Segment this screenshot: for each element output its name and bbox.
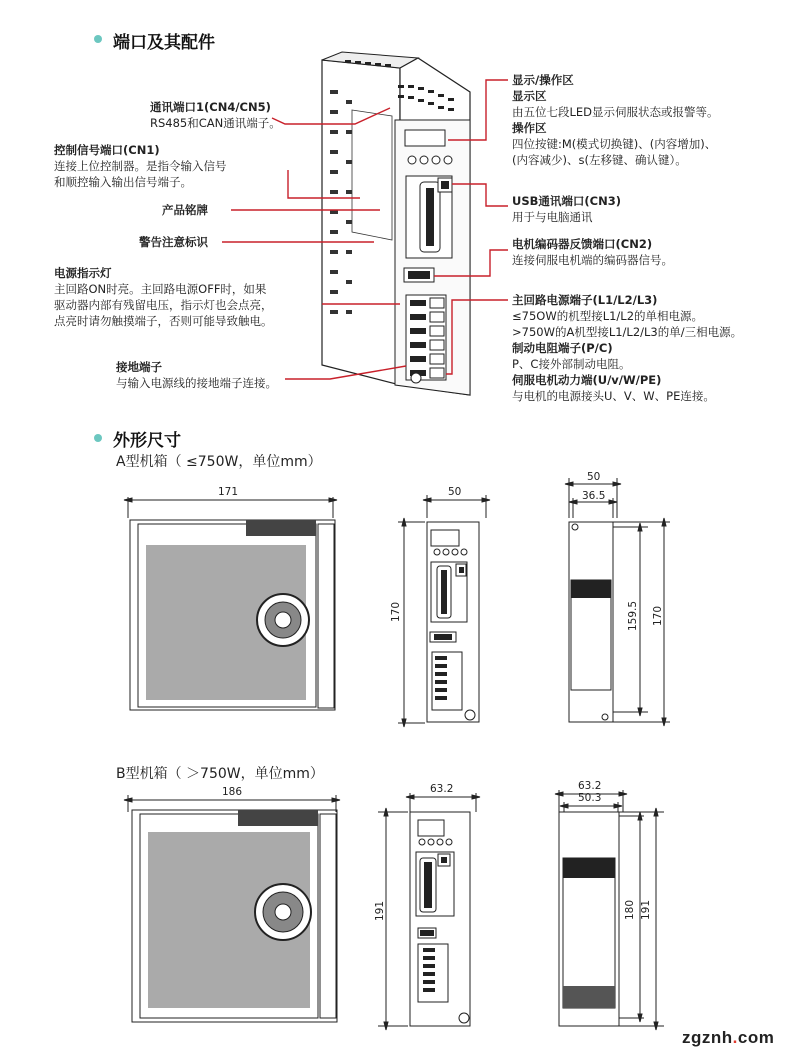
- motor-desc: 与电机的电源接头U、V、W、PE连接。: [512, 389, 715, 403]
- watermark-dot: .: [732, 1028, 738, 1047]
- control-port-desc-1: 连接上位控制器。是指令输入信号: [54, 159, 227, 173]
- control-port-title: 控制信号端口(CN1): [54, 143, 160, 157]
- case-a-front-height: 170: [390, 601, 403, 623]
- case-b-back-height: 191: [640, 899, 653, 921]
- usb-title: USB通讯端口(CN3): [512, 194, 621, 208]
- watermark-prefix: zgznh: [682, 1028, 733, 1047]
- op-desc-1: 四位按键:M(模式切换键)、(内容增加)、: [512, 137, 717, 151]
- dims-section-title: 外形尺寸: [113, 431, 181, 451]
- warning-title: 警告注意标识: [139, 235, 208, 249]
- case-a-back-inner-height: 159.5: [627, 600, 640, 632]
- case-a-back-inner-width: 36.5: [582, 490, 606, 502]
- ground-title: 接地端子: [116, 360, 162, 374]
- encoder-desc: 连接伺服电机端的编码器信号。: [512, 253, 673, 267]
- main-title: 主回路电源端子(L1/L2/L3): [512, 293, 658, 307]
- case-b-back-inner-width: 50.3: [578, 792, 602, 804]
- case-b-side-width: 186: [222, 786, 243, 798]
- encoder-title: 电机编码器反馈端口(CN2): [512, 237, 653, 251]
- case-a-side-width: 171: [218, 486, 239, 498]
- ground-desc: 与输入电源线的接地端子连接。: [116, 376, 277, 390]
- case-b-caption: B型机箱（ ＞750W，单位mm）: [116, 766, 324, 782]
- watermark-suffix: com: [737, 1028, 775, 1047]
- control-port-desc-2: 和顺控输入输出信号端子。: [54, 175, 192, 189]
- case-b-back-inner-height: 180: [624, 899, 637, 921]
- case-b-front-height: 191: [374, 900, 387, 922]
- case-b-front-width: 63.2: [430, 783, 454, 795]
- case-b-back-width: 63.2: [578, 780, 602, 792]
- comm-port-desc: RS485和CAN通讯端子。: [150, 116, 281, 130]
- op-title: 操作区: [512, 121, 547, 135]
- case-a-back-width: 50: [587, 471, 601, 483]
- power-indicator-title: 电源指示灯: [54, 266, 112, 280]
- comm-port-title: 通讯端口1(CN4/CN5): [150, 100, 271, 114]
- power-desc-1: 主回路ON时亮。主回路电源OFF时，如果: [54, 282, 267, 296]
- motor-title: 伺服电机动力端(U/v/W/PE): [512, 373, 662, 387]
- case-a-back-height: 170: [652, 605, 665, 627]
- power-desc-2: 驱动器内部有残留电压，指示灯也会点亮，: [54, 298, 273, 312]
- disp-title: 显示区: [512, 89, 547, 103]
- case-a-front-width: 50: [448, 486, 462, 498]
- main-desc-2: >750W的A机型接L1/L2/L3的单/三相电源。: [512, 325, 743, 339]
- watermark: [682, 1028, 774, 1048]
- case-a-caption: A型机箱（ ≤750W，单位mm）: [116, 454, 322, 470]
- brake-title: 制动电阻端子(P/C): [512, 341, 613, 355]
- ports-section-title: 端口及其配件: [113, 33, 215, 53]
- power-desc-3: 点亮时请勿触摸端子，否则可能导致触电。: [54, 314, 273, 328]
- brake-desc: P、C接外部制动电阻。: [512, 357, 631, 371]
- main-desc-1: ≤75OW的机型接L1/L2的单相电源。: [512, 309, 704, 323]
- nameplate-title: 产品铭牌: [162, 203, 208, 217]
- disp-desc: 由五位七段LED显示伺服状态或报警等。: [512, 105, 719, 119]
- op-desc-2: (内容减少)、s(左移键、确认键）。: [512, 153, 687, 167]
- disp-op-title: 显示/操作区: [512, 73, 574, 87]
- usb-desc: 用于与电脑通讯: [512, 210, 593, 224]
